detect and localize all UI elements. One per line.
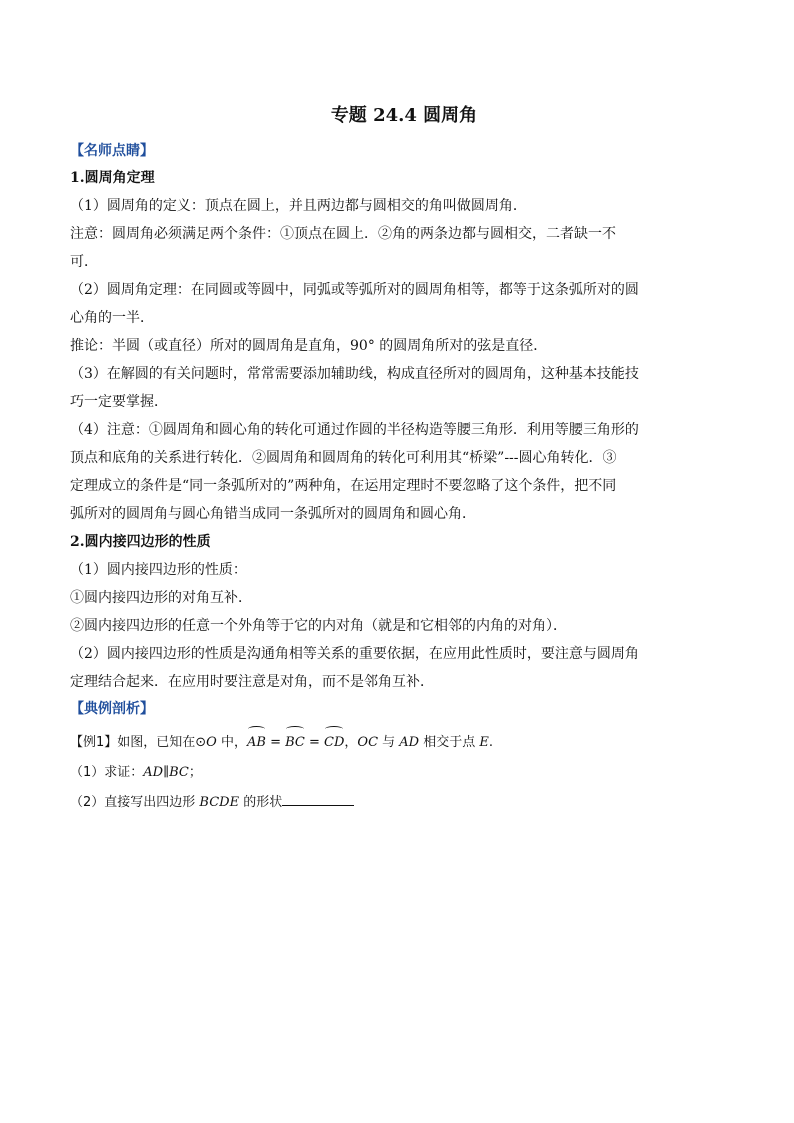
section-heading-tips: 【名师点睛】	[70, 143, 154, 159]
paragraph-inference: 推论：半圆（或直径）所对的圆周角是直角，90° 的圆周角所对的弦是直径．	[70, 338, 548, 354]
paragraph-property2-line-2: 定理结合起来．在应用时要注意是对角，而不是邻角互补．	[70, 674, 434, 690]
example-1-prefix: 【例1】如图，已知在⊙	[70, 735, 207, 750]
paragraph-property-intro: （1）圆内接四边形的性质：	[70, 562, 247, 578]
paragraph-definition: （1）圆周角的定义：顶点在圆上，并且两边都与圆相交的角叫做圆周角．	[70, 198, 527, 214]
arc-bc: BC	[285, 728, 305, 758]
part-1-suffix: ；	[188, 765, 202, 780]
paragraph-tip4-line-2: 顶点和底角的关系进行转化．②圆周角和圆周角的转化可利用其“桥梁”---圆心角转化．③	[70, 450, 617, 466]
paragraph-property2-line-1: （2）圆内接四边形的性质是沟通角相等关系的重要依据，在应用此性质时，要注意与圆周角	[70, 646, 639, 662]
segment-ad: AD	[399, 735, 420, 750]
equals-sign-1: =	[265, 735, 286, 750]
paragraph-tip4-line-3: 定理成立的条件是“同一条弧所对的”两种角，在运用定理时不要忽略了这个条件，把不同	[70, 478, 617, 494]
paragraph-tip4-line-1: （4）注意：①圆周角和圆心角的转化可通过作圆的半径构造等腰三角形．利用等腰三角形的	[70, 422, 639, 438]
example-1-statement	[70, 728, 730, 758]
arc-ab: AB	[247, 728, 266, 758]
arc-cd: CD	[324, 728, 344, 758]
intersect-text: 相交于点	[419, 735, 480, 750]
document-page	[70, 96, 730, 818]
paragraph-property-b: ②圆内接四边形的任意一个外角等于它的内对角（就是和它相邻的内角的对角）．	[70, 618, 567, 634]
example-1	[70, 728, 730, 818]
paragraph-theorem-line-1: （2）圆周角定理：在同圆或等圆中，同弧或等弧所对的圆周角相等，都等于这条弧所对的圆	[70, 282, 639, 298]
equals-sign-2: =	[304, 735, 325, 750]
comma: ，	[344, 735, 358, 750]
paragraph-theorem-line-2: 心角的一半．	[70, 310, 154, 326]
page-title: 专题 24.4 圆周角	[330, 105, 478, 126]
answer-blank[interactable]	[282, 791, 354, 806]
point-e: E	[479, 735, 489, 750]
topic-heading-2: 2.圆内接四边形的性质	[70, 534, 211, 550]
paragraph-property-a: ①圆内接四边形的对角互补．	[70, 590, 252, 606]
topic-heading-1: 1.圆周角定理	[70, 170, 155, 186]
paragraph-tip4-line-4: 弧所对的圆周角与圆心角错当成同一条弧所对的圆周角和圆心角．	[70, 506, 476, 522]
part-2-math: BCDE	[199, 795, 240, 810]
paragraph-note-line-2: 可．	[70, 254, 98, 270]
example-1-part-2	[70, 788, 730, 818]
example-1-middle: 中，	[216, 735, 247, 750]
period: .	[488, 735, 494, 750]
part-2-suffix: 的形状	[239, 795, 283, 810]
circle-name: O	[206, 735, 217, 750]
part-1-math: AD∥BC	[143, 765, 189, 780]
and-word: 与	[378, 735, 400, 750]
paragraph-note-line-1: 注意：圆周角必须满足两个条件：①顶点在圆上．②角的两条边都与圆相交，二者缺一不	[70, 226, 616, 242]
segment-oc: OC	[357, 735, 379, 750]
paragraph-tip3-line-1: （3）在解圆的有关问题时，常常需要添加辅助线，构成直径所对的圆周角，这种基本技能技	[70, 366, 639, 382]
example-1-part-1	[70, 758, 730, 788]
section-heading-examples: 【典例剖析】	[70, 701, 154, 717]
part-2-prefix: （2）直接写出四边形	[70, 795, 200, 810]
paragraph-tip3-line-2: 巧一定要掌握．	[70, 394, 168, 410]
part-1-prefix: （1）求证：	[70, 765, 144, 780]
